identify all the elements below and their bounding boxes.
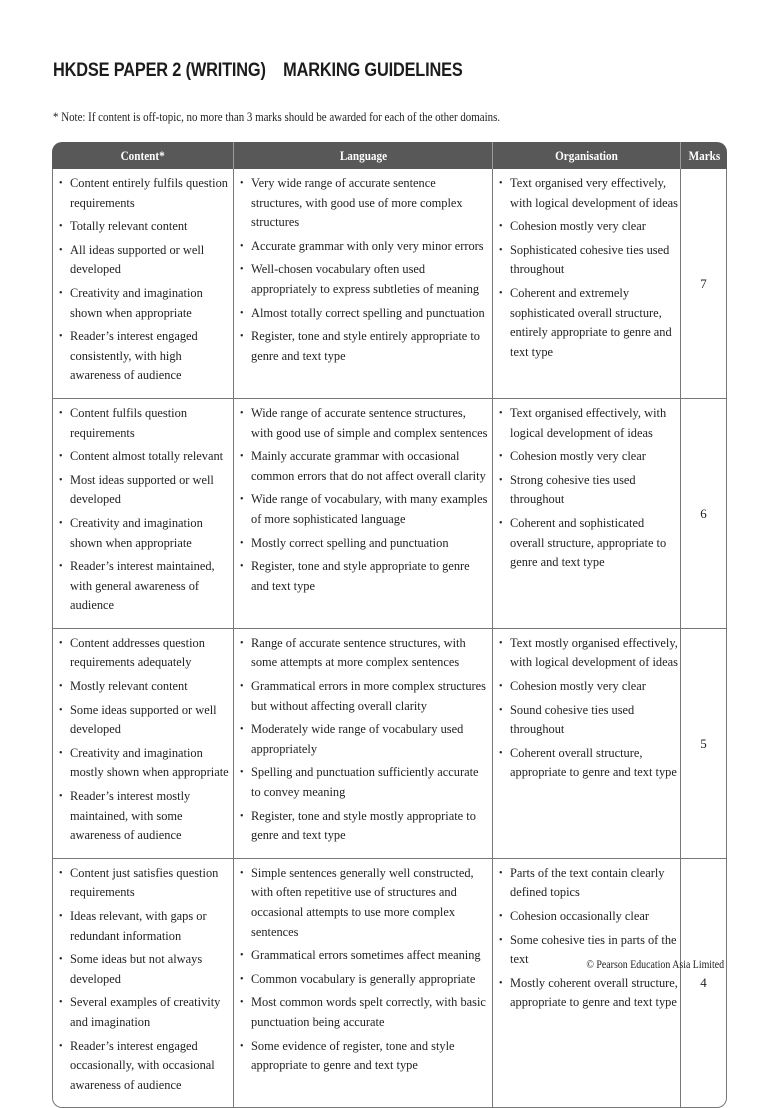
content-item-text: • Creativity and imagination shown when appropriate: [70, 515, 203, 550]
language-item-text: • Simple sentences generally well constructed, with often repetitive use of structures and occasional attempts to use more complex sentences: [251, 865, 474, 939]
organisation-item: [499, 864, 678, 903]
header-row: [52, 142, 727, 169]
content-list: [59, 404, 231, 616]
content-item: [59, 174, 231, 213]
content-item-text: • All ideas supported or well developed: [70, 242, 205, 277]
organisation-item: [499, 174, 678, 213]
content-item: [59, 404, 231, 443]
organisation-cell: [492, 629, 680, 859]
organisation-item-text: • Cohesion mostly very clear: [510, 219, 646, 234]
content-item-text: • Most ideas supported or well developed: [70, 472, 214, 507]
language-item-text: • Grammatical errors sometimes affect meaning: [251, 948, 481, 963]
content-item: [59, 993, 231, 1032]
language-item: [240, 260, 490, 299]
content-item-text: • Content almost totally relevant: [70, 449, 224, 464]
language-item-text: • Moderately wide range of vocabulary used appropriately: [251, 722, 464, 756]
language-cell: [233, 399, 492, 629]
content-item: [59, 864, 231, 903]
header-organisation: Organisation: [492, 142, 680, 169]
language-item-text: • Well-chosen vocabulary often used appropriately to express subtleties of meaning: [251, 262, 480, 296]
organisation-cell: [492, 169, 680, 399]
language-item: [240, 404, 490, 443]
content-item-text: • Several examples of creativity and imagination: [70, 995, 221, 1029]
content-item-text: • Some ideas but not always developed: [70, 952, 203, 986]
organisation-item: [499, 404, 678, 443]
content-item-text: • Ideas relevant, with gaps or redundant information: [70, 909, 207, 943]
content-item: [59, 447, 231, 467]
organisation-item: [499, 701, 678, 740]
content-list: [59, 634, 231, 846]
content-item-text: • Content just satisfies question requirements: [70, 865, 219, 900]
language-item: [240, 807, 490, 846]
language-item-text: • Wide range of accurate sentence structures, with good use of simple and complex sentences: [251, 405, 488, 440]
language-item: [240, 534, 490, 554]
content-item: [59, 471, 231, 510]
content-item-text: • Reader’s interest mostly maintained, with some awareness of audience: [70, 789, 191, 843]
content-item: [59, 677, 231, 697]
organisation-list: [499, 404, 678, 573]
table-row: [52, 169, 727, 399]
header-content: Content*: [52, 142, 233, 169]
content-item: [59, 327, 231, 386]
organisation-list: [499, 634, 678, 783]
content-item-text: • Mostly relevant content: [70, 679, 188, 694]
content-item-text: • Creativity and imagination shown when appropriate: [70, 285, 203, 320]
language-cell: [233, 169, 492, 399]
organisation-item: [499, 447, 678, 467]
language-list: [240, 864, 490, 1076]
content-item: [59, 217, 231, 237]
language-cell: [233, 629, 492, 859]
organisation-item: [499, 907, 678, 927]
content-item-text: • Reader’s interest engaged occasionally, with occasional awareness of audience: [70, 1038, 215, 1092]
marks-cell: 4: [680, 859, 727, 1108]
language-item-text: • Spelling and punctuation sufficiently accurate to convey meaning: [251, 765, 479, 800]
language-item: [240, 327, 490, 366]
content-item: [59, 744, 231, 783]
organisation-item: [499, 514, 678, 573]
language-item-text: • Some evidence of register, tone and style appropriate to genre and text type: [251, 1038, 455, 1073]
marks-cell: 5: [680, 629, 727, 859]
content-list: [59, 174, 231, 386]
organisation-item: [499, 744, 678, 783]
language-item: [240, 447, 490, 486]
organisation-item-text: • Text organised effectively, with logical development of ideas: [510, 405, 667, 440]
language-item: [240, 557, 490, 596]
content-item: [59, 557, 231, 616]
content-item-text: • Totally relevant content: [70, 219, 188, 234]
language-item: [240, 174, 490, 233]
language-item-text: • Accurate grammar with only very minor errors: [251, 238, 484, 253]
marks-cell: 6: [680, 399, 727, 629]
organisation-item: [499, 634, 678, 673]
content-item-text: • Reader’s interest engaged consistently, with high awareness of audience: [70, 329, 198, 383]
language-item-text: • Register, tone and style mostly appropriate to genre and text type: [251, 808, 476, 843]
table-row: [52, 859, 727, 1108]
organisation-item: [499, 284, 678, 362]
organisation-item: [499, 974, 678, 1013]
language-item-text: • Most common words spelt correctly, with basic punctuation being accurate: [251, 995, 486, 1029]
language-item-text: • Mostly correct spelling and punctuation: [251, 535, 449, 550]
content-item-text: • Reader’s interest maintained, with general awareness of audience: [70, 559, 215, 613]
organisation-item-text: • Text organised very effectively, with logical development of ideas: [510, 176, 678, 210]
organisation-item-text: • Text mostly organised effectively, with logical development of ideas: [510, 635, 678, 670]
organisation-list: [499, 864, 678, 1013]
organisation-item-text: • Strong cohesive ties used throughout: [510, 472, 636, 507]
organisation-item-text: • Sound cohesive ties used throughout: [510, 702, 635, 737]
organisation-item: [499, 217, 678, 237]
language-item: [240, 864, 490, 942]
language-list: [240, 404, 490, 596]
language-item-text: • Wide range of vocabulary, with many examples of more sophisticated language: [251, 492, 488, 526]
content-item-text: • Content entirely fulfils question requirements: [70, 176, 228, 210]
language-item-text: • Grammatical errors in more complex structures but without affecting overall clarity: [251, 679, 486, 713]
content-cell: [52, 629, 233, 859]
header-language: Language: [233, 142, 492, 169]
header-marks: Marks: [680, 142, 727, 169]
page-title: HKDSE PAPER 2 (WRITING) MARKING GUIDELINES: [53, 60, 463, 81]
organisation-item: [499, 241, 678, 280]
language-item-text: • Common vocabulary is generally appropriate: [251, 971, 476, 986]
off-topic-note: * Note: If content is off-topic, no more than 3 marks should be awarded for each of the other domains.: [53, 109, 501, 124]
organisation-item-text: • Parts of the text contain clearly defined topics: [510, 865, 665, 900]
organisation-item: [499, 471, 678, 510]
organisation-item-text: • Cohesion mostly very clear: [510, 449, 646, 464]
organisation-item-text: • Coherent and extremely sophisticated overall structure, entirely appropriate to genre and text type: [510, 285, 672, 359]
organisation-item-text: • Cohesion mostly very clear: [510, 679, 646, 694]
marks-cell: 7: [680, 169, 727, 399]
language-item: [240, 946, 490, 966]
language-item: [240, 237, 490, 257]
organisation-item-text: • Cohesion occasionally clear: [510, 909, 650, 923]
language-item: [240, 634, 490, 673]
language-item: [240, 720, 490, 759]
language-item: [240, 763, 490, 802]
organisation-cell: [492, 399, 680, 629]
content-item-text: • Content fulfils question requirements: [70, 405, 188, 440]
content-item: [59, 701, 231, 740]
content-item: [59, 907, 231, 946]
content-item: [59, 241, 231, 280]
content-item: [59, 514, 231, 553]
content-list: [59, 864, 231, 1096]
organisation-item-text: • Coherent and sophisticated overall structure, appropriate to genre and text type: [510, 515, 667, 570]
language-item: [240, 304, 490, 324]
content-item: [59, 787, 231, 846]
language-item-text: • Range of accurate sentence structures, with some attempts at more complex sentences: [251, 635, 466, 670]
organisation-cell: [492, 859, 680, 1108]
organisation-item: [499, 677, 678, 697]
language-item: [240, 677, 490, 716]
content-item: [59, 634, 231, 673]
content-item-text: • Some ideas supported or well developed: [70, 702, 217, 737]
organisation-item-text: • Some cohesive ties in parts of the text: [510, 932, 677, 967]
content-item-text: • Content addresses question requirements adequately: [70, 635, 205, 670]
content-item: [59, 1037, 231, 1096]
content-item-text: • Creativity and imagination mostly shown when appropriate: [70, 745, 229, 780]
language-item-text: • Register, tone and style entirely appropriate to genre and text type: [251, 329, 481, 363]
organisation-item-text: • Sophisticated cohesive ties used throughout: [510, 242, 670, 277]
content-cell: [52, 399, 233, 629]
organisation-list: [499, 174, 678, 362]
language-item-text: • Mainly accurate grammar with occasional common errors that do not affect overall clarity: [251, 449, 486, 483]
language-list: [240, 174, 490, 366]
content-item: [59, 284, 231, 323]
organisation-item-text: • Mostly coherent overall structure, appropriate to genre and text type: [510, 975, 678, 1010]
organisation-item-text: • Coherent overall structure, appropriate to genre and text type: [510, 745, 677, 780]
table-row: [52, 629, 727, 859]
content-cell: [52, 169, 233, 399]
language-item: [240, 970, 490, 990]
language-list: [240, 634, 490, 846]
language-item-text: • Register, tone and style appropriate to genre and text type: [251, 559, 470, 593]
language-item: [240, 993, 490, 1032]
content-cell: [52, 859, 233, 1108]
language-item-text: • Almost totally correct spelling and punctuation: [251, 305, 485, 320]
language-item: [240, 1037, 490, 1076]
table-row: [52, 399, 727, 629]
language-cell: [233, 859, 492, 1108]
content-item: [59, 950, 231, 989]
language-item-text: • Very wide range of accurate sentence structures, with good use of more complex structures: [251, 176, 463, 230]
copyright-notice: © Pearson Education Asia Limited: [586, 959, 724, 971]
language-item: [240, 490, 490, 529]
